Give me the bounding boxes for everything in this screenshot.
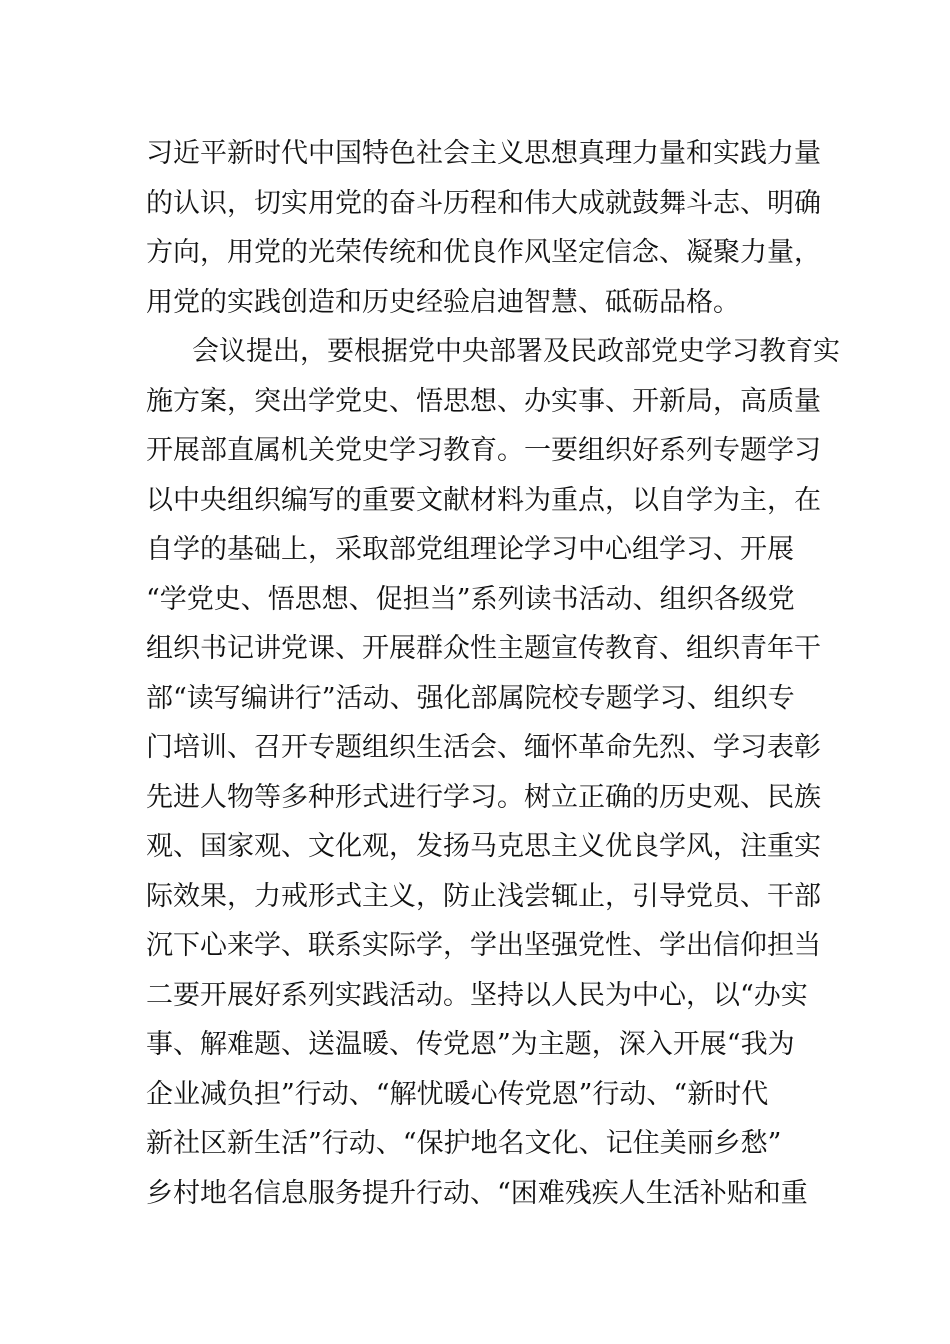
text-line: 先进人物等多种形式进行学习。树立正确的历史观、民族	[146, 781, 821, 813]
text-line: 方向，用党的光荣传统和优良作风坚定信念、凝聚力量，	[146, 237, 821, 268]
text-line: 以中央组织编写的重要文献材料为重点，以自学为主，在	[146, 484, 821, 516]
text-line: 新社区新生活”行动、“保护地名文化、记住美丽乡愁”	[146, 1128, 782, 1159]
text-line: 二要开展好系列实践活动。坚持以人民为中心，以“办实	[146, 979, 808, 1011]
text-line: 乡村地名信息服务提升行动、“困难残疾人生活补贴和重	[146, 1177, 808, 1209]
text-line: 企业减负担”行动、“解忧暖心传党恩”行动、“新时代	[146, 1078, 769, 1110]
body-text	[146, 129, 840, 1218]
text-line: 习近平新时代中国特色社会主义思想真理力量和实践力量	[146, 138, 821, 169]
text-line: 开展部直属机关党史学习教育。一要组织好系列专题学习	[146, 435, 821, 466]
text-line: 门培训、召开专题组织生活会、缅怀革命先烈、学习表彰	[146, 732, 821, 763]
text-line: 际效果，力戒形式主义，防止浅尝辄止，引导党员、干部	[146, 880, 821, 912]
text-line: 沉下心来学、联系实际学，学出坚强党性、学出信仰担当	[146, 930, 821, 961]
text-line: 事、解难题、送温暖、传党恩”为主题，深入开展“我为	[146, 1029, 795, 1060]
text-line: “学党史、悟思想、促担当”系列读书活动、组织各级党	[146, 583, 795, 615]
text-line: 的认识，切实用党的奋斗历程和伟大成就鼓舞斗志、明确	[146, 187, 821, 219]
paragraph-first-line: 会议提出，要根据党中央部署及民政部党史学习教育实	[192, 336, 840, 367]
text-line: 组织书记讲党课、开展群众性主题宣传教育、组织青年干	[146, 633, 821, 664]
text-line: 用党的实践创造和历史经验启迪智慧、砥砺品格。	[146, 286, 740, 318]
text-line: 观、国家观、文化观，发扬马克思主义优良学风，注重实	[146, 831, 821, 862]
text-line: 部“读写编讲行”活动、强化部属院校专题学习、组织专	[146, 682, 795, 714]
text-line: 施方案，突出学党史、悟思想、办实事、开新局，高质量	[146, 385, 821, 417]
text-line: 自学的基础上，采取部党组理论学习中心组学习、开展	[146, 534, 794, 565]
